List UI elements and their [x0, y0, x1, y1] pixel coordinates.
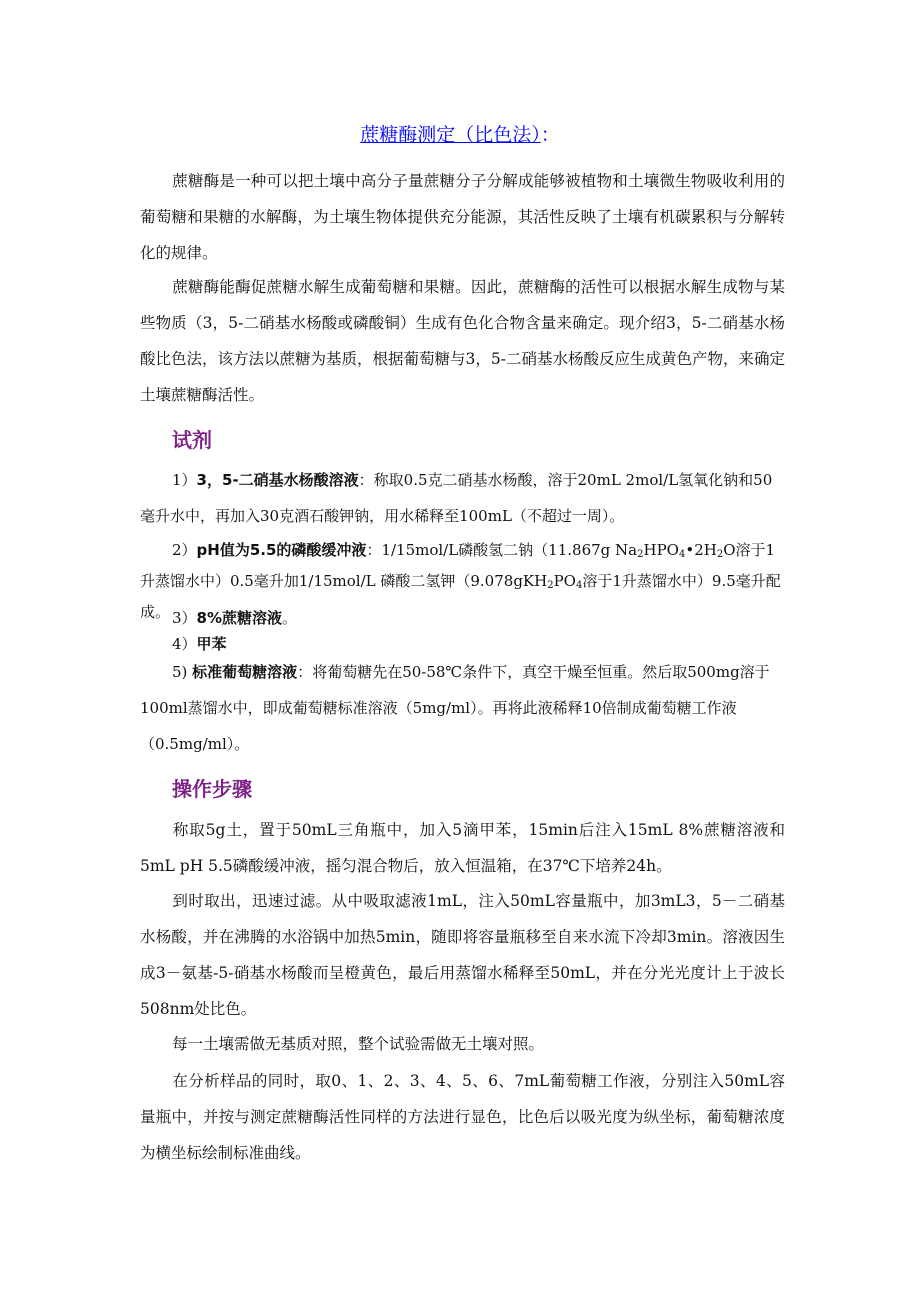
document-title [0, 122, 920, 148]
reagent-item-2: 2）pH值为5.5的磷酸缓冲液：1/15mol/L磷酸氢二钠（11.867g $Na_2HPO_4•2H_2O$溶于1升蒸馏水中）0.5毫升加1/15mol/L 磷酸二氢钾（$9.078gKH_2PO_4$溶于1升蒸馏水中）9.5毫升配成。 [140, 541, 781, 621]
procedure-paragraph-4: 在分析样品的同时，取0、1、2、3、4、5、6、7mL葡萄糖工作液，分别注入50mL容量瓶中，并按与测定蔗糖酶活性同样的方法进行显色，比色后以吸光度为纵坐标，葡萄糖浓度为横坐标绘制标准曲线。 [140, 1072, 785, 1162]
reagent-item-4: 4）甲苯 [172, 635, 227, 653]
reagent-item-3: 3）8%蔗糖溶液。 [172, 609, 298, 627]
reagents-heading: 试剂 [172, 428, 212, 452]
procedure-paragraph-1: 称取5g土，置于50mL三角瓶中，加入5滴甲苯，15min后注入15mL 8%蔗糖溶液和5mL pH 5.5磷酸缓冲液，摇匀混合物后，放入恒温箱，在37℃下培养24h。 [140, 821, 785, 875]
reagent-item-1: 1）3，5-二硝基水杨酸溶液：称取0.5克二硝基水杨酸，溶于20mL 2mol/L氢氧化钠和50毫升水中，再加入30克酒石酸钾钠，用水稀释至100mL（不超过一周）。 [140, 471, 773, 525]
procedure-heading: 操作步骤 [172, 777, 252, 801]
procedure-paragraph-3: 每一土壤需做无基质对照，整个试验需做无土壤对照。 [172, 1035, 545, 1053]
procedure-paragraph-2: 到时取出，迅速过滤。从中吸取滤液1mL，注入50mL容量瓶中，加3mL3，5－二硝基水杨酸，并在沸腾的水浴锅中加热5min，随即将容量瓶移至自来水流下冷却3min。溶液因生成3－氨基-5-硝基水杨酸而呈橙黄色，最后用蒸馏水稀释至50mL，并在分光光度计上于波长508nm处比色。 [140, 892, 785, 1018]
title-link[interactable]: 蔗糖酶测定（比色法） [360, 124, 541, 146]
title-colon: ： [540, 124, 560, 146]
intro-paragraph-1: 蔗糖酶是一种可以把土壤中高分子量蔗糖分子分解成能够被植物和土壤微生物吸收利用的葡萄糖和果糖的水解酶，为土壤生物体提供充分能源，其活性反映了土壤有机碳累积与分解转化的规律。 [140, 172, 785, 262]
reagent-item-5: 5) 标准葡萄糖溶液：将葡萄糖先在50-58℃条件下，真空干燥至恒重。然后取500mg溶于100ml蒸馏水中，即成葡萄糖标准溶液（5mg/ml）。再将此液稀释10倍制成葡萄糖工作液（0.5mg/ml）。 [140, 663, 770, 753]
intro-paragraph-2: 蔗糖酶能酶促蔗糖水解生成葡萄糖和果糖。因此，蔗糖酶的活性可以根据水解生成物与某些物质（3，5-二硝基水杨酸或磷酸铜）生成有色化合物含量来确定。现介绍3，5-二硝基水杨酸比色法，该方法以蔗糖为基质，根据葡萄糖与3，5-二硝基水杨酸反应生成黄色产物，来确定土壤蔗糖酶活性。 [140, 278, 785, 404]
